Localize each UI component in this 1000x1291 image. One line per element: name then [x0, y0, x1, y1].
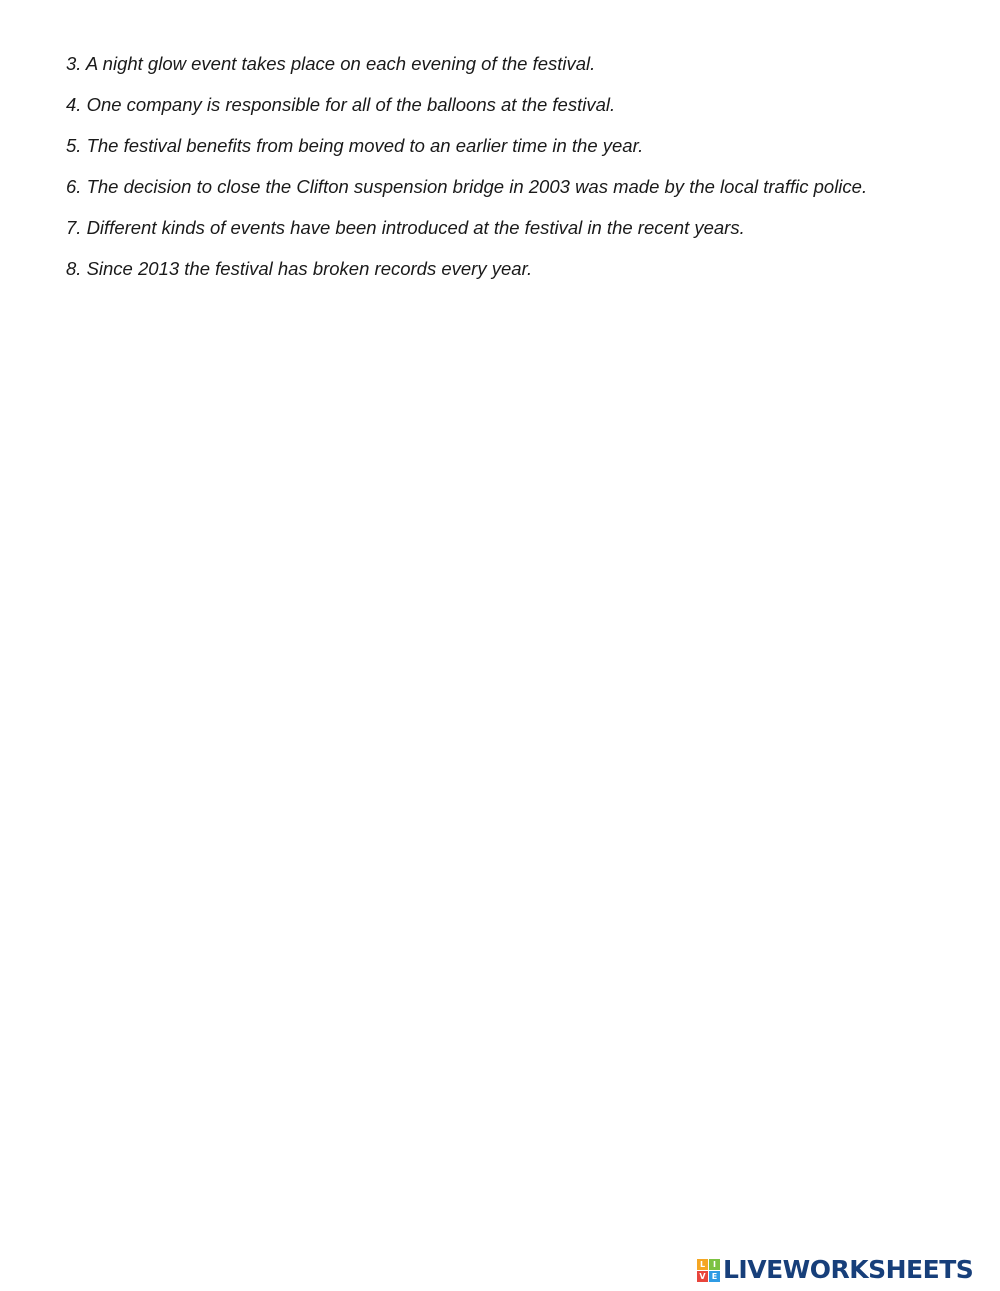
- live-mark-v: V: [697, 1271, 708, 1282]
- statement-7: 7. Different kinds of events have been introduced at the festival in the recent years.: [66, 217, 745, 238]
- brand-wordmark: LIVEWORKSHEETS: [723, 1255, 974, 1284]
- statement-5: 5. The festival benefits from being moved to an earlier time in the year.: [66, 135, 644, 156]
- statement-list: [66, 52, 966, 298]
- statement-8: 8. Since 2013 the festival has broken records every year.: [66, 258, 533, 279]
- statement-3: 3. A night glow event takes place on each evening of the festival.: [66, 53, 596, 74]
- statement-4: 4. One company is responsible for all of the balloons at the festival.: [66, 94, 616, 115]
- statement-6: 6. The decision to close the Clifton suspension bridge in 2003 was made by the local traffic police.: [66, 176, 868, 197]
- live-mark-l: L: [697, 1259, 708, 1270]
- liveworksheets-logo: [697, 1257, 973, 1283]
- live-mark-i: I: [709, 1259, 720, 1270]
- live-mark-icon: [697, 1259, 720, 1282]
- live-mark-e: E: [709, 1271, 720, 1282]
